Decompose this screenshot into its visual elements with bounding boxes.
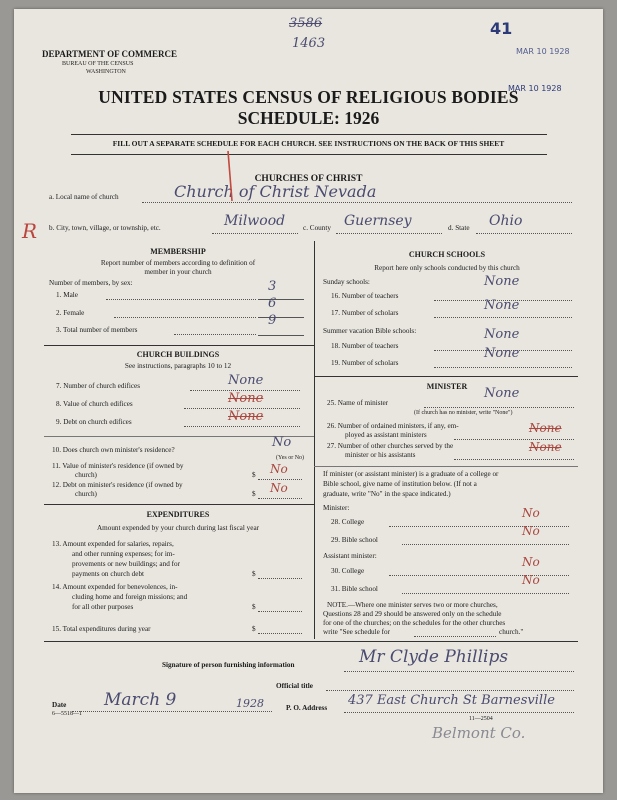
q14-label-3: for all other purposes bbox=[72, 603, 134, 611]
q27-label-1: 27. Number of other churches served by the bbox=[327, 442, 454, 450]
struck-file-number: 3586 bbox=[289, 16, 323, 31]
membership-heading: MEMBERSHIP bbox=[150, 247, 206, 256]
margin-mark: R bbox=[22, 219, 38, 243]
schools-note: Report here only schools conducted by this church bbox=[374, 264, 520, 272]
q31-label: 31. Bible school bbox=[331, 585, 378, 593]
minister-heading: MINISTER bbox=[426, 382, 468, 391]
q18-label: 18. Number of teachers bbox=[331, 342, 399, 350]
stamp-number: 41 bbox=[490, 19, 513, 38]
church-name-value: Church of Christ Nevada bbox=[174, 182, 377, 201]
q13-label-3: provements or new buildings; and for bbox=[72, 560, 180, 568]
q14-label-1: 14. Amount expended for benevolences, in- bbox=[52, 583, 178, 591]
minister-sub-label: Minister: bbox=[323, 504, 350, 512]
denomination-heading: CHURCHES OF CHRIST bbox=[254, 174, 363, 184]
q27-label-2: minister or his assistants bbox=[345, 451, 416, 459]
graduate-note-1: If minister (or assistant minister) is a graduate of a college or bbox=[323, 470, 499, 478]
note-line-1: NOTE.—Where one minister serves two or more churches, bbox=[327, 601, 498, 609]
edifices-value-value: None bbox=[228, 391, 264, 406]
schedule-year: SCHEDULE: 1926 bbox=[237, 108, 380, 128]
edifices-value-label: 8. Value of church edifices bbox=[56, 400, 133, 408]
county-value: Guernsey bbox=[344, 213, 412, 229]
buildings-heading: CHURCH BUILDINGS bbox=[136, 350, 220, 359]
buildings-note: See instructions, paragraphs 10 to 12 bbox=[124, 362, 232, 370]
expenditures-heading: EXPENDITURES bbox=[146, 510, 210, 519]
state-value: Ohio bbox=[489, 213, 523, 229]
q15-value: $ bbox=[252, 625, 256, 633]
q14-label-2: cluding home and foreign missions; and bbox=[72, 593, 188, 601]
edifices-debt-label: 9. Debt on church edifices bbox=[56, 418, 132, 426]
q12-label-2: church) bbox=[75, 490, 97, 498]
graduate-note-2: Bible school, give name of institution below. (If not a bbox=[323, 480, 477, 488]
q26-label-2: ployed as assistant ministers bbox=[345, 431, 427, 439]
q11-label-2: church) bbox=[75, 471, 97, 479]
total-members-value: 9 bbox=[268, 313, 277, 328]
summer-schools-label: Summer vacation Bible schools: bbox=[323, 327, 417, 335]
q15-label: 15. Total expenditures during year bbox=[52, 625, 151, 633]
year-value: 1928 bbox=[236, 697, 264, 710]
q25-hint: (If church has no minister, write "None") bbox=[414, 410, 513, 416]
q12-value: No bbox=[270, 481, 288, 495]
date-label: Date bbox=[52, 701, 67, 709]
q18-value: None bbox=[484, 327, 520, 342]
note-line-2: Questions 28 and 29 should be answered only on the schedule bbox=[323, 610, 502, 618]
form-title: UNITED STATES CENSUS OF RELIGIOUS BODIES bbox=[98, 87, 519, 107]
signature-value: Mr Clyde Phillips bbox=[359, 647, 509, 667]
q28-label: 28. College bbox=[331, 518, 365, 526]
city-label: b. City, town, village, or township, etc. bbox=[49, 224, 161, 232]
q16-label: 16. Number of teachers bbox=[331, 292, 399, 300]
q26-label-1: 26. Number of ordained ministers, if any, em- bbox=[327, 422, 459, 430]
q30-label: 30. College bbox=[331, 567, 365, 575]
address-label: P. O. Address bbox=[286, 704, 328, 712]
address-county: Belmont Co. bbox=[432, 724, 526, 742]
official-title-label: Official title bbox=[276, 682, 313, 690]
department-name: DEPARTMENT OF COMMERCE bbox=[42, 49, 178, 59]
q10-value: No bbox=[272, 435, 292, 450]
expenditures-note: Amount expended by your church during last fiscal year bbox=[96, 524, 260, 532]
schools-heading: CHURCH SCHOOLS bbox=[408, 250, 486, 259]
graduate-note-3: graduate, write "No" in the space indicated.) bbox=[323, 490, 451, 498]
address-value: 437 East Church St Barnesville bbox=[348, 693, 555, 708]
total-members-label: 3. Total number of members bbox=[56, 326, 138, 334]
assistant-sub-label: Assistant minister: bbox=[323, 552, 377, 560]
q25-value: None bbox=[484, 386, 520, 401]
q25-label: 25. Name of minister bbox=[327, 399, 389, 407]
q19-label: 19. Number of scholars bbox=[331, 359, 399, 367]
membership-note-2: member in your church bbox=[144, 268, 212, 276]
date-stamp-received: MAR 10 1928 bbox=[508, 84, 562, 93]
female-label: 2. Female bbox=[56, 309, 85, 317]
q17-label: 17. Number of scholars bbox=[331, 309, 399, 317]
q16-value: None bbox=[484, 274, 520, 289]
members-by-sex-label: Number of members, by sex: bbox=[49, 279, 133, 287]
male-value: 3 bbox=[268, 279, 277, 294]
state-label: d. State bbox=[448, 224, 470, 232]
note-line-5: church." bbox=[499, 628, 524, 636]
date-value: March 9 bbox=[104, 690, 177, 710]
q10-hint: (Yes or No) bbox=[276, 455, 305, 461]
edifices-value: None bbox=[228, 373, 264, 388]
q19-value: None bbox=[484, 346, 520, 361]
q29-label: 29. Bible school bbox=[331, 536, 378, 544]
church-name-label: a. Local name of church bbox=[49, 193, 119, 201]
census-schedule-page: DEPARTMENT OF COMMERCE BUREAU OF THE CENSUS WASHINGTON 3586 1463 41 MAR 10 1928 MAR 10 1928 UNITED STATES CENSUS OF RELIGIOUS BODIES SCHEDULE: 1926 FILL OUT A SEPARATE SCHEDULE FOR EACH CHURCH. SEE INSTRUCTIONS ON THE BACK OF THIS SHEET CHURCHES OF CHRIST a. Local name of church Church of Christ Nevada R b. City, town, village, or township, etc. Milwood c. County Guernsey d. State Ohio MEMBERSHIP Report number of members according to definition of member in your church Number of members, by sex: 1. Male 3 2. Female 6 3. Total number of members 9 CHURCH BUILDINGS See instructions, paragraphs 10 to 12 7. Number of church edifices None 8. Value of church edifices None 9. Debt on church edifices None 10. Does church own minister's residence? No (Yes or No) 11. Value of minister's residence (if owned by church) $ No 12. Debt on minister's residence (if owned by church) $ No EXPENDITURES Amount expended by your church during last fiscal year 13. Amount expended for salaries, repairs, and other running expenses; for im- provements or new buildings; and for payments on church debt $ 14. Amount expended for benevolences, in- cluding home and foreign missions; and for all other purposes $ 15. Total expenditures during year $ CHURCH SCHOOLS Report here only schools conducted by this church Sunday schools: 16. Number of teachers None 17. Number of scholars None Summer vacation Bible schools: 18. Number of teachers None 19. Number of scholars None MINISTER 25. Name of minister None (If church has no minister, write "None") 26. Number of ordained ministers, if any, em- ployed as assistant ministers None 27. Number of other churches served by the minister or his assistants None If minister (or assistant minister) is a graduate of a college or Bible school, give name of institution below. (If not a graduate, write "No" in the space indicated.) Minister: 28. College No 29. Bible school No Assistant minister: 30. College No 31. Bible school No NOTE.—Where one minister serves two or more churches, Questions 28 and 29 should be answered only on the schedule for one of the churches; on the schedules for the other churches write "See schedule for church." Signature of person furnishing information Mr Clyde Phillips Official title Date 6—5518—1 March 9 1928 P. O. Address 437 East Church St Barnesville 11—2504 Belmont Co. bbox=[14, 9, 603, 793]
q13-label-1: 13. Amount expended for salaries, repairs, bbox=[52, 540, 174, 548]
form-number: 6—5518—1 bbox=[52, 711, 82, 717]
q30-value: No bbox=[522, 555, 540, 569]
q31-value: No bbox=[522, 573, 540, 587]
edifices-label: 7. Number of church edifices bbox=[56, 382, 141, 390]
q13-label-4: payments on church debt bbox=[72, 570, 145, 578]
male-label: 1. Male bbox=[56, 291, 78, 299]
form-number-2: 11—2504 bbox=[469, 716, 493, 722]
note-line-4: write "See schedule for bbox=[323, 628, 390, 636]
membership-note-1: Report number of members according to definition of bbox=[100, 259, 256, 267]
form-instruction: FILL OUT A SEPARATE SCHEDULE FOR EACH CHURCH. SEE INSTRUCTIONS ON THE BACK OF THIS SHEET bbox=[112, 139, 505, 148]
female-value: 6 bbox=[268, 296, 277, 311]
note-line-3: for one of the churches; on the schedules for the other churches bbox=[323, 619, 506, 627]
sunday-schools-label: Sunday schools: bbox=[323, 278, 370, 286]
q27-value: None bbox=[529, 440, 562, 454]
date-stamp: MAR 10 1928 bbox=[516, 47, 570, 56]
q14-value: $ bbox=[252, 603, 256, 611]
bureau-name: BUREAU OF THE CENSUS bbox=[62, 61, 134, 67]
q11-label: 11. Value of minister's residence (if owned by bbox=[52, 462, 184, 470]
city-value: Milwood bbox=[224, 213, 286, 229]
q28-value: No bbox=[522, 506, 540, 520]
q11-value: No bbox=[270, 462, 288, 476]
q26-value: None bbox=[529, 421, 562, 435]
file-number: 1463 bbox=[292, 36, 326, 51]
signature-label: Signature of person furnishing information bbox=[162, 661, 295, 669]
edifices-debt-value: None bbox=[228, 409, 264, 424]
red-check-mark bbox=[210, 149, 250, 209]
q17-value: None bbox=[484, 298, 520, 313]
q29-value: No bbox=[522, 524, 540, 538]
q12-label: 12. Debt on minister's residence (if owned by bbox=[52, 481, 183, 489]
q10-label: 10. Does church own minister's residence? bbox=[52, 446, 175, 454]
q13-label-2: and other running expenses; for im- bbox=[72, 550, 175, 558]
q13-value: $ bbox=[252, 570, 256, 578]
bureau-city: WASHINGTON bbox=[86, 69, 126, 75]
county-label: c. County bbox=[303, 224, 331, 232]
